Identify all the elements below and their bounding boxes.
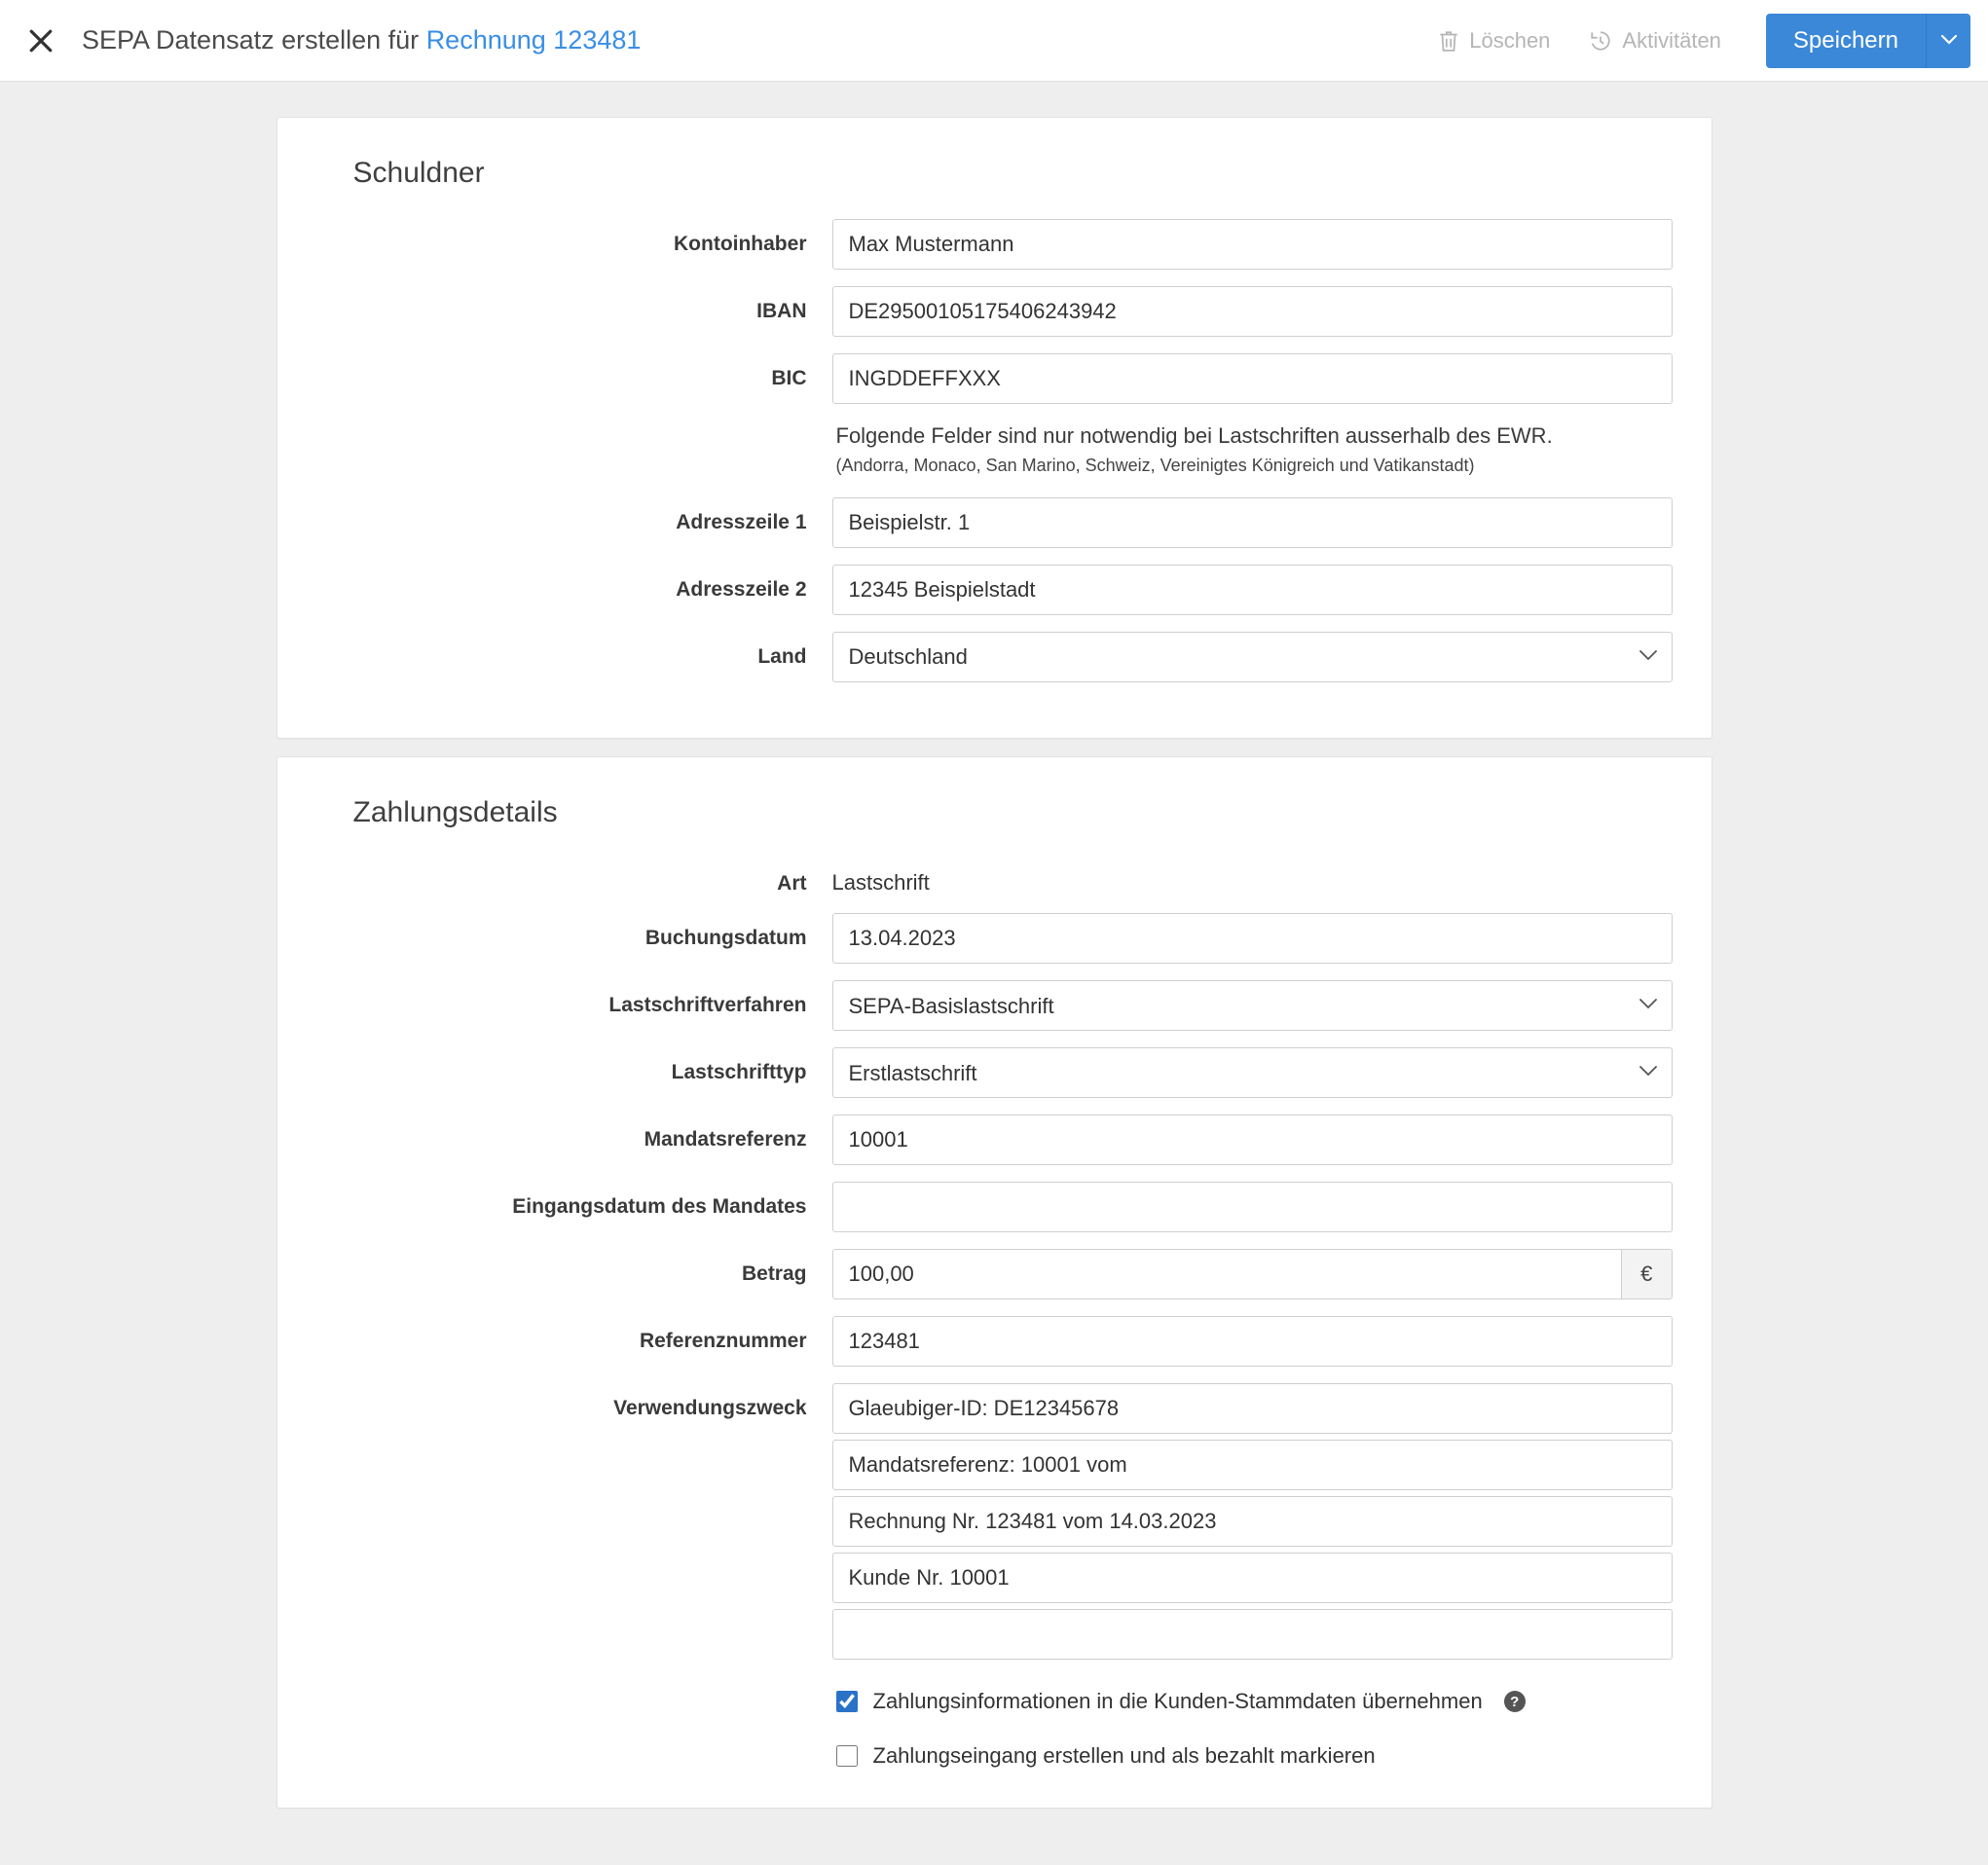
close-button[interactable] <box>21 21 60 60</box>
debit-type-label: Lastschrifttyp <box>671 1061 807 1084</box>
procedure-label: Lastschriftverfahren <box>608 994 807 1017</box>
page-title-prefix: SEPA Datensatz erstellen für <box>82 25 426 55</box>
field-row-procedure <box>316 980 1673 1031</box>
ewr-note <box>832 421 1673 476</box>
history-icon <box>1589 29 1612 53</box>
checkbox-row-create-payment <box>832 1743 1673 1769</box>
payment-card-title: Zahlungsdetails <box>352 795 558 828</box>
mandate-reference-input[interactable] <box>832 1115 1673 1165</box>
iban-input[interactable] <box>832 286 1673 337</box>
transfer-master-data-checkbox[interactable] <box>836 1691 858 1712</box>
field-row-mandate-reference <box>316 1115 1673 1165</box>
save-button-group <box>1766 14 1970 68</box>
field-row-bic <box>316 353 1673 404</box>
address1-input[interactable] <box>832 497 1673 548</box>
type-label: Art <box>777 871 807 895</box>
page-title <box>82 25 641 55</box>
purpose-line-5-input[interactable] <box>832 1609 1673 1660</box>
mandate-date-input[interactable] <box>832 1182 1673 1232</box>
amount-input[interactable] <box>832 1249 1621 1299</box>
delete-label: Löschen <box>1469 27 1551 53</box>
bic-label: BIC <box>771 367 807 389</box>
toolbar-actions <box>1418 14 1970 68</box>
address1-label: Adresszeile 1 <box>676 510 807 533</box>
booking-date-input[interactable] <box>832 913 1673 964</box>
purpose-line-3-input[interactable] <box>832 1496 1673 1547</box>
save-button[interactable]: Speichern <box>1766 14 1926 68</box>
purpose-line-2-input[interactable] <box>832 1440 1673 1490</box>
transfer-master-data-label: Zahlungsinformationen in die Kunden-Stammdaten übernehmen <box>872 1689 1483 1714</box>
iban-label: IBAN <box>756 300 807 322</box>
field-row-address2 <box>316 565 1673 615</box>
purpose-line-1-input[interactable] <box>832 1383 1673 1434</box>
save-dropdown-button[interactable] <box>1926 14 1970 68</box>
mandate-date-label: Eingangsdatum des Mandates <box>512 1195 807 1219</box>
country-select[interactable] <box>832 632 1673 682</box>
procedure-select[interactable] <box>832 980 1673 1031</box>
field-row-reference-number <box>316 1316 1673 1367</box>
trash-icon <box>1438 29 1459 53</box>
debtor-card <box>276 117 1712 739</box>
help-icon[interactable]: ? <box>1504 1691 1526 1712</box>
field-row-type <box>316 859 1673 896</box>
mandate-reference-label: Mandatsreferenz <box>644 1128 807 1152</box>
field-row-country <box>316 632 1673 682</box>
activities-button[interactable] <box>1569 18 1741 63</box>
debit-type-select[interactable] <box>832 1047 1673 1098</box>
type-value: Lastschrift <box>831 869 930 895</box>
purpose-line-4-input[interactable] <box>832 1553 1673 1603</box>
debtor-card-title: Schuldner <box>352 157 485 189</box>
create-payment-label: Zahlungseingang erstellen und als bezahlt markieren <box>872 1743 1376 1769</box>
field-row-mandate-date <box>316 1182 1673 1232</box>
close-icon <box>28 28 54 54</box>
page-content <box>0 82 1988 1865</box>
activities-label: Aktivitäten <box>1622 27 1721 53</box>
delete-button[interactable] <box>1418 18 1569 63</box>
bic-input[interactable] <box>832 353 1673 404</box>
field-row-booking-date <box>316 913 1673 964</box>
chevron-down-icon <box>1941 33 1957 48</box>
address2-input[interactable] <box>832 565 1673 615</box>
purpose-field-group <box>832 1383 1673 1660</box>
ewr-note-main: Folgende Felder sind nur notwendig bei Lastschriften ausserhalb des EWR. <box>835 423 1553 448</box>
field-row-iban <box>316 286 1673 337</box>
currency-addon: € <box>1621 1249 1673 1299</box>
ewr-note-sub: (Andorra, Monaco, San Marino, Schweiz, Vereinigtes Königreich und Vatikanstadt) <box>835 455 1475 475</box>
field-row-address1 <box>316 497 1673 548</box>
field-row-amount <box>316 1249 1673 1299</box>
account-holder-input[interactable] <box>832 219 1673 270</box>
field-row-account-holder <box>316 219 1673 270</box>
booking-date-label: Buchungsdatum <box>644 927 807 950</box>
country-label: Land <box>757 644 807 668</box>
field-row-purpose <box>316 1383 1673 1660</box>
field-row-debit-type <box>316 1047 1673 1098</box>
checkbox-row-transfer-master-data <box>832 1689 1673 1714</box>
create-payment-checkbox[interactable] <box>836 1745 858 1767</box>
invoice-link[interactable]: Rechnung 123481 <box>425 25 642 55</box>
address2-label: Adresszeile 2 <box>676 577 807 601</box>
amount-label: Betrag <box>741 1262 807 1286</box>
account-holder-label: Kontoinhaber <box>674 233 807 255</box>
purpose-label: Verwendungszweck <box>613 1397 807 1420</box>
top-toolbar <box>0 0 1988 82</box>
payment-details-card <box>276 756 1712 1809</box>
reference-number-label: Referenznummer <box>639 1330 807 1353</box>
reference-number-input[interactable] <box>832 1316 1673 1367</box>
